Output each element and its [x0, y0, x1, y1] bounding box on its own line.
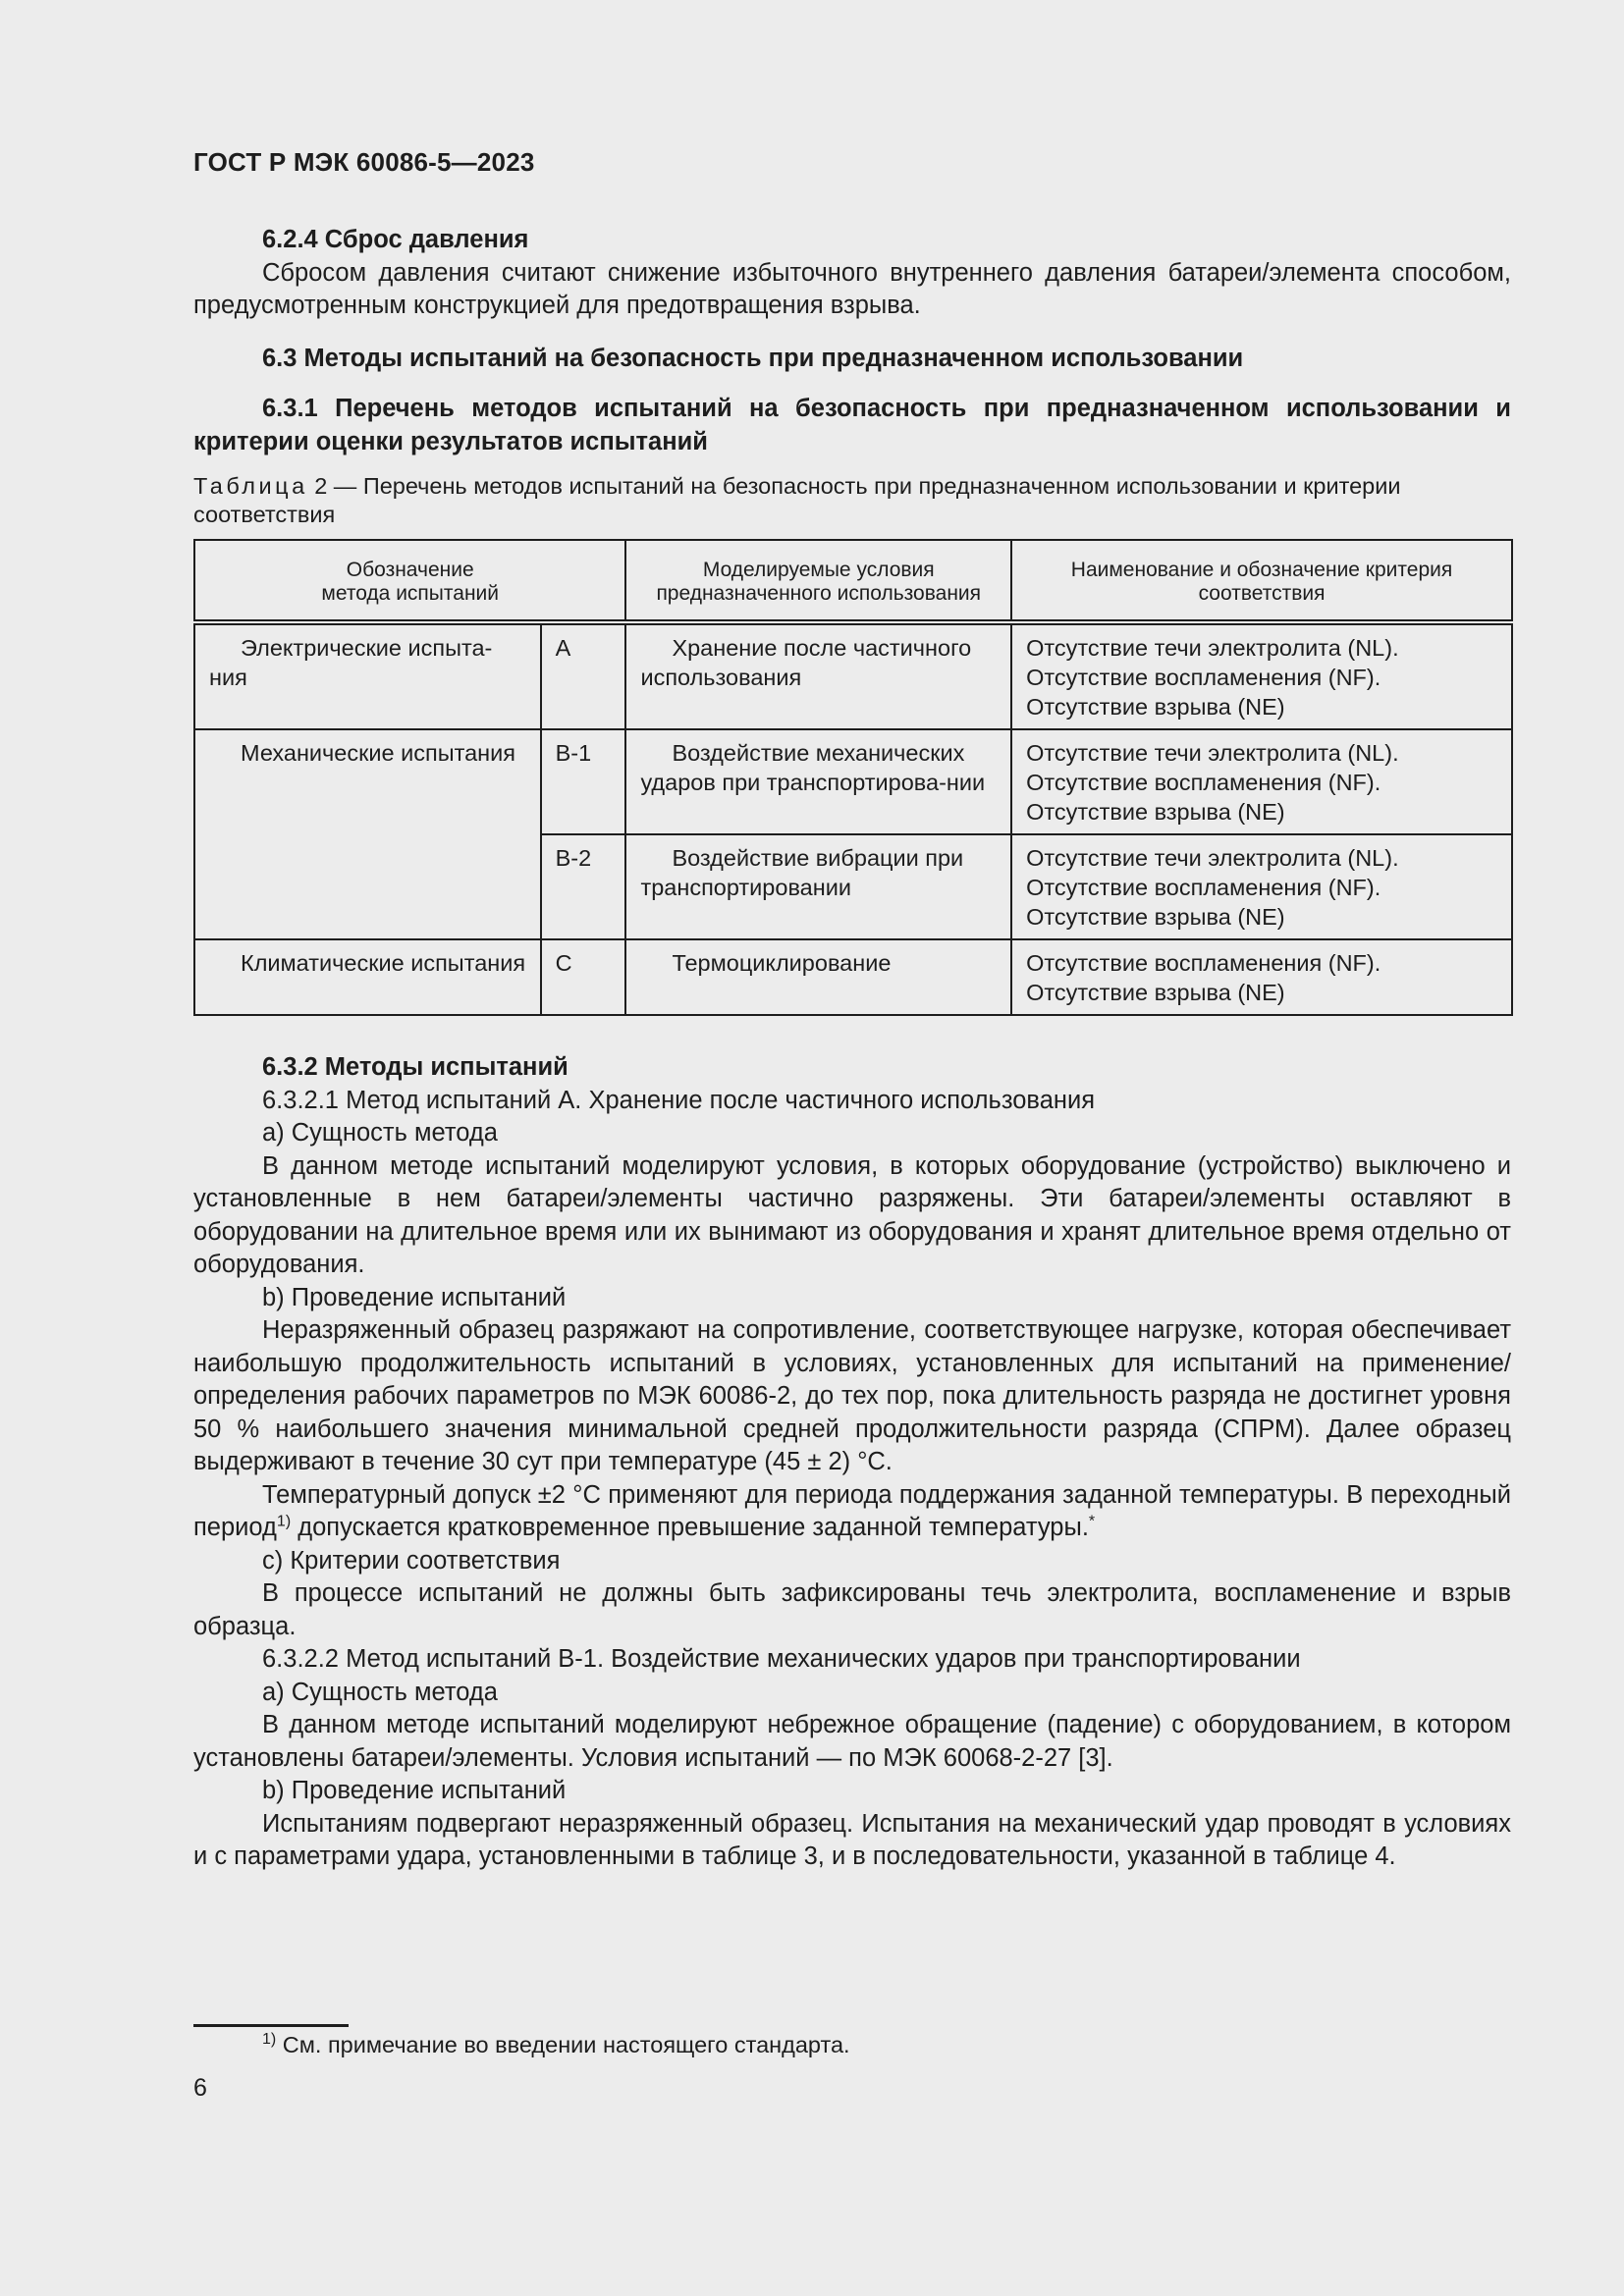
header-criteria: Наименование и обозначение критерия соответствия — [1011, 540, 1512, 622]
method-b1-title: 6.3.2.2 Метод испытаний В-1. Воздействие механических ударов при транспортировании — [262, 1645, 1301, 1673]
row-criteria: Отсутствие течи электролита (NL). Отсутствие воспламенения (NF). Отсутствие взрыва (NE) — [1011, 729, 1512, 834]
section-6-2-4-title: 6.2.4 Сброс давления — [262, 226, 529, 253]
footnote-ref[interactable]: 1) — [276, 1513, 292, 1530]
table-caption-text: 2 — Перечень методов испытаний на безопасность при предназначенном использовании и критерии соответствия — [193, 473, 1401, 527]
section-6-2-4-text: Сбросом давления считают снижение избыточного внутреннего давления батареи/элемента способом, предусмотренным конструкцией для предотвращения взрыва. — [193, 258, 1511, 319]
row-category: Механические испытания — [194, 729, 541, 939]
row-condition: Хранение после частичного использования — [625, 622, 1011, 729]
row-code: C — [541, 939, 626, 1015]
row-criteria: Отсутствие течи электролита (NL). Отсутствие воспламенения (NF). Отсутствие взрыва (NE) — [1011, 834, 1512, 939]
table-row — [194, 939, 1512, 1015]
table-caption — [193, 472, 1511, 529]
method-a-item-c: c) Критерии соответствия — [262, 1546, 561, 1575]
row-criteria: Отсутствие воспламенения (NF). Отсутствие взрыва (NE) — [1011, 939, 1512, 1015]
table-row — [194, 729, 1512, 834]
footnote: $^{1)}$ См. примечание во введении настоящего стандарта. — [262, 2031, 850, 2057]
page-content — [193, 224, 1511, 1874]
method-b1-item-a-text: В данном методе испытаний моделируют небрежное обращение (падение) с оборудованием, в котором установлены батареи/элементы. Условия испытаний — по МЭК 60068-2-27 [3]. — [193, 1711, 1511, 1772]
method-a-item-b-text-2: Температурный допуск ±2 °С применяют для периода поддержания заданной температуры. В переходный период$^{1)}$ допускается кратковременное превышение заданной температуры.* — [193, 1480, 1511, 1541]
row-condition: Термоциклирование — [625, 939, 1011, 1015]
method-b1-item-a: a) Сущность метода — [262, 1678, 498, 1706]
page-number: 6 — [193, 2074, 207, 2102]
table-header-row — [194, 540, 1512, 622]
row-category: Климатические испытания — [194, 939, 541, 1015]
method-a-item-c-text: В процессе испытаний не должны быть зафиксированы течь электролита, воспламенение и взрыв образца. — [193, 1579, 1511, 1640]
test-methods-table — [193, 539, 1513, 1016]
row-category: Электрические испыта-ния — [194, 622, 541, 729]
row-condition: Воздействие механических ударов при транспортирова-нии — [625, 729, 1011, 834]
header-conditions: Моделируемые условия предназначенного использования — [625, 540, 1011, 622]
method-a-item-b-text: Неразряженный образец разряжают на сопротивление, соответствующее нагрузке, которая обеспечивает наибольшую продолжительность испытаний в условиях, установленных для испытаний на применение/определения рабочих параметров по МЭК 60086-2, до тех пор, пока длительность разряда не достигнет уровня 50 % наибольшего значения минимальной средней продолжительности разряда (СПРМ). Далее образец выдерживают в течение 30 сут при температуре (45 ± 2) °С. — [193, 1316, 1511, 1475]
asterisk-mark: * — [1088, 1513, 1096, 1530]
header-method: Обозначение метода испытаний — [194, 540, 625, 622]
method-a-item-a: a) Сущность метода — [262, 1119, 498, 1147]
row-code: B-1 — [541, 729, 626, 834]
row-code: B-2 — [541, 834, 626, 939]
method-a-item-a-text: В данном методе испытаний моделируют условия, в которых оборудование (устройство) выключено и установленные в нем батареи/элементы частично разряжены. Эти батареи/элементы оставляют в оборудовании на длительное время или их вынимают из оборудования и хранят длительное время отдельно от оборудования. — [193, 1151, 1511, 1278]
method-b1-item-b: b) Проведение испытаний — [262, 1777, 567, 1804]
table-caption-label: Таблица — [193, 473, 308, 499]
section-6-3-title: 6.3 Методы испытаний на безопасность при предназначенном использовании — [262, 344, 1244, 372]
footnote-separator — [193, 2024, 349, 2027]
section-6-3-2-title: 6.3.2 Методы испытаний — [262, 1053, 568, 1081]
row-code: A — [541, 622, 626, 729]
row-condition: Воздействие вибрации при транспортировании — [625, 834, 1011, 939]
table-row — [194, 622, 1512, 729]
section-6-3-1-title: 6.3.1 Перечень методов испытаний на безопасность при предназначенном использовании и критерии оценки результатов испытаний — [193, 395, 1511, 455]
document-id-header: ГОСТ Р МЭК 60086-5—2023 — [193, 147, 535, 177]
method-b1-item-b-text: Испытаниям подвергают неразряженный образец. Испытания на механический удар проводят в условиях и с параметрами удара, установленными в таблице 3, и в последовательности, указанной в таблице 4. — [193, 1809, 1511, 1870]
method-a-title: 6.3.2.1 Метод испытаний А. Хранение после частичного использования — [262, 1086, 1096, 1114]
row-criteria: Отсутствие течи электролита (NL). Отсутствие воспламенения (NF). Отсутствие взрыва (NE) — [1011, 622, 1512, 729]
method-a-item-b: b) Проведение испытаний — [262, 1283, 567, 1311]
